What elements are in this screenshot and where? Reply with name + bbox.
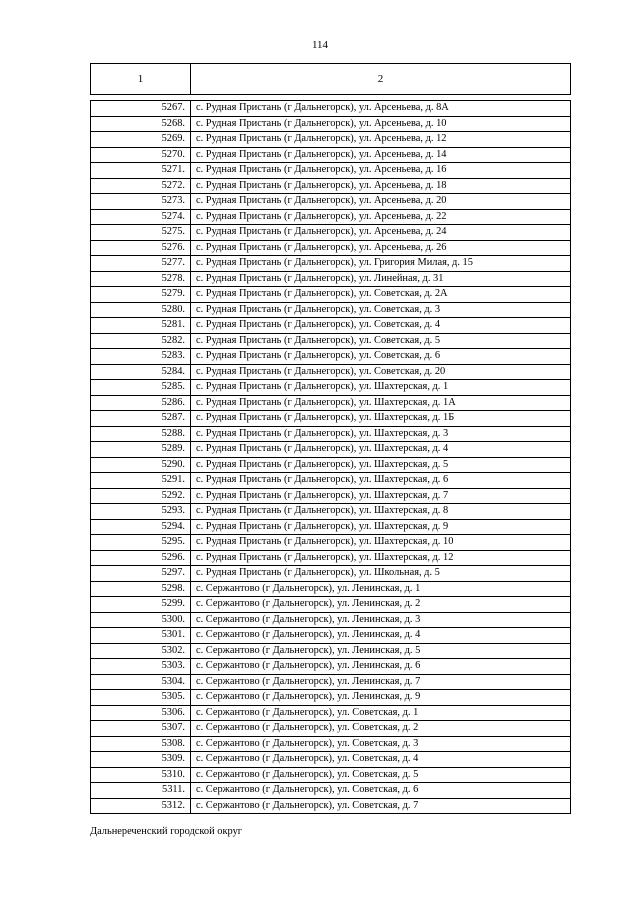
- row-number: 5275.: [91, 225, 191, 241]
- row-address: с. Рудная Пристань (г Дальнегорск), ул. Шахтерская, д. 6: [191, 473, 571, 489]
- row-number: 5300.: [91, 612, 191, 628]
- row-number: 5284.: [91, 364, 191, 380]
- row-address: с. Рудная Пристань (г Дальнегорск), ул. Школьная, д. 5: [191, 566, 571, 582]
- row-address: с. Рудная Пристань (г Дальнегорск), ул. Советская, д. 3: [191, 302, 571, 318]
- row-address: с. Сержантово (г Дальнегорск), ул. Советская, д. 6: [191, 783, 571, 799]
- table-row: [91, 318, 571, 334]
- row-address: с. Рудная Пристань (г Дальнегорск), ул. Шахтерская, д. 10: [191, 535, 571, 551]
- row-number: 5290.: [91, 457, 191, 473]
- row-address: с. Сержантово (г Дальнегорск), ул. Ленинская, д. 4: [191, 628, 571, 644]
- row-address: с. Рудная Пристань (г Дальнегорск), ул. Советская, д. 20: [191, 364, 571, 380]
- row-number: 5301.: [91, 628, 191, 644]
- table-row: [91, 457, 571, 473]
- row-number: 5270.: [91, 147, 191, 163]
- table-row: [91, 488, 571, 504]
- row-address: с. Рудная Пристань (г Дальнегорск), ул. Линейная, д. 31: [191, 271, 571, 287]
- row-number: 5277.: [91, 256, 191, 272]
- row-number: 5312.: [91, 798, 191, 814]
- row-address: с. Рудная Пристань (г Дальнегорск), ул. Советская, д. 2А: [191, 287, 571, 303]
- row-address: с. Рудная Пристань (г Дальнегорск), ул. Арсеньева, д. 12: [191, 132, 571, 148]
- table-row: [91, 736, 571, 752]
- table-row: [91, 147, 571, 163]
- row-number: 5274.: [91, 209, 191, 225]
- table-row: [91, 395, 571, 411]
- row-number: 5303.: [91, 659, 191, 675]
- row-address: с. Рудная Пристань (г Дальнегорск), ул. Шахтерская, д. 7: [191, 488, 571, 504]
- table-row: [91, 550, 571, 566]
- table-row: [91, 442, 571, 458]
- table-row: [91, 287, 571, 303]
- row-number: 5271.: [91, 163, 191, 179]
- table-row: [91, 581, 571, 597]
- table-row: [91, 597, 571, 613]
- row-number: 5307.: [91, 721, 191, 737]
- row-address: с. Рудная Пристань (г Дальнегорск), ул. Шахтерская, д. 1: [191, 380, 571, 396]
- row-address: с. Рудная Пристань (г Дальнегорск), ул. Арсеньева, д. 26: [191, 240, 571, 256]
- row-address: с. Рудная Пристань (г Дальнегорск), ул. Шахтерская, д. 5: [191, 457, 571, 473]
- row-number: 5272.: [91, 178, 191, 194]
- row-address: с. Рудная Пристань (г Дальнегорск), ул. Советская, д. 4: [191, 318, 571, 334]
- row-number: 5280.: [91, 302, 191, 318]
- row-number: 5287.: [91, 411, 191, 427]
- table-row: [91, 612, 571, 628]
- table-row: [91, 163, 571, 179]
- table-header: [90, 63, 571, 95]
- row-number: 5268.: [91, 116, 191, 132]
- table-row: [91, 256, 571, 272]
- row-address: с. Сержантово (г Дальнегорск), ул. Ленинская, д. 3: [191, 612, 571, 628]
- row-number: 5267.: [91, 101, 191, 117]
- table-row: [91, 504, 571, 520]
- row-number: 5289.: [91, 442, 191, 458]
- row-number: 5283.: [91, 349, 191, 365]
- row-number: 5291.: [91, 473, 191, 489]
- page-number: 114: [311, 39, 329, 51]
- row-address: с. Рудная Пристань (г Дальнегорск), ул. Арсеньева, д. 22: [191, 209, 571, 225]
- table-row: [91, 178, 571, 194]
- table-row: [91, 132, 571, 148]
- table-row: [91, 690, 571, 706]
- address-table-body: [91, 101, 571, 814]
- row-address: с. Рудная Пристань (г Дальнегорск), ул. Арсеньева, д. 24: [191, 225, 571, 241]
- row-address: с. Рудная Пристань (г Дальнегорск), ул. Шахтерская, д. 4: [191, 442, 571, 458]
- row-number: 5292.: [91, 488, 191, 504]
- section-heading: Дальнереченский городской округ: [90, 826, 243, 837]
- row-address: с. Рудная Пристань (г Дальнегорск), ул. Григория Милая, д. 15: [191, 256, 571, 272]
- row-number: 5294.: [91, 519, 191, 535]
- table-row: [91, 566, 571, 582]
- row-address: с. Сержантово (г Дальнегорск), ул. Советская, д. 3: [191, 736, 571, 752]
- row-address: с. Сержантово (г Дальнегорск), ул. Советская, д. 1: [191, 705, 571, 721]
- table-row: [91, 349, 571, 365]
- row-number: 5304.: [91, 674, 191, 690]
- row-number: 5279.: [91, 287, 191, 303]
- row-address: с. Сержантово (г Дальнегорск), ул. Советская, д. 2: [191, 721, 571, 737]
- row-number: 5309.: [91, 752, 191, 768]
- row-address: с. Рудная Пристань (г Дальнегорск), ул. Шахтерская, д. 8: [191, 504, 571, 520]
- table-row: [91, 101, 571, 117]
- table-row: [91, 116, 571, 132]
- table-row: [91, 209, 571, 225]
- table-row: [91, 333, 571, 349]
- table-row: [91, 194, 571, 210]
- row-number: 5305.: [91, 690, 191, 706]
- row-address: с. Сержантово (г Дальнегорск), ул. Ленинская, д. 1: [191, 581, 571, 597]
- row-address: с. Рудная Пристань (г Дальнегорск), ул. Арсеньева, д. 10: [191, 116, 571, 132]
- row-number: 5278.: [91, 271, 191, 287]
- row-number: 5276.: [91, 240, 191, 256]
- table-row: [91, 302, 571, 318]
- row-number: 5288.: [91, 426, 191, 442]
- row-address: с. Рудная Пристань (г Дальнегорск), ул. Шахтерская, д. 1Б: [191, 411, 571, 427]
- row-address: с. Рудная Пристань (г Дальнегорск), ул. Арсеньева, д. 14: [191, 147, 571, 163]
- row-address: с. Рудная Пристань (г Дальнегорск), ул. Арсеньева, д. 18: [191, 178, 571, 194]
- table-row: [91, 674, 571, 690]
- row-number: 5308.: [91, 736, 191, 752]
- row-address: с. Рудная Пристань (г Дальнегорск), ул. Арсеньева, д. 8А: [191, 101, 571, 117]
- table-row: [91, 411, 571, 427]
- row-number: 5296.: [91, 550, 191, 566]
- table-row: [91, 798, 571, 814]
- table-row: [91, 473, 571, 489]
- table-row: [91, 426, 571, 442]
- row-address: с. Сержантово (г Дальнегорск), ул. Советская, д. 4: [191, 752, 571, 768]
- row-number: 5306.: [91, 705, 191, 721]
- row-number: 5299.: [91, 597, 191, 613]
- row-number: 5281.: [91, 318, 191, 334]
- row-address: с. Рудная Пристань (г Дальнегорск), ул. Шахтерская, д. 9: [191, 519, 571, 535]
- table-row: [91, 535, 571, 551]
- row-number: 5302.: [91, 643, 191, 659]
- row-address: с. Сержантово (г Дальнегорск), ул. Ленинская, д. 2: [191, 597, 571, 613]
- row-number: 5297.: [91, 566, 191, 582]
- row-address: с. Сержантово (г Дальнегорск), ул. Ленинская, д. 5: [191, 643, 571, 659]
- row-address: с. Рудная Пристань (г Дальнегорск), ул. Советская, д. 5: [191, 333, 571, 349]
- table-row: [91, 752, 571, 768]
- table-row: [91, 271, 571, 287]
- header-row: [91, 64, 571, 95]
- row-address: с. Сержантово (г Дальнегорск), ул. Советская, д. 5: [191, 767, 571, 783]
- row-address: с. Рудная Пристань (г Дальнегорск), ул. Шахтерская, д. 1А: [191, 395, 571, 411]
- table-row: [91, 721, 571, 737]
- row-number: 5293.: [91, 504, 191, 520]
- row-address: с. Рудная Пристань (г Дальнегорск), ул. Советская, д. 6: [191, 349, 571, 365]
- row-number: 5310.: [91, 767, 191, 783]
- table-row: [91, 364, 571, 380]
- row-address: с. Рудная Пристань (г Дальнегорск), ул. Арсеньева, д. 16: [191, 163, 571, 179]
- row-address: с. Рудная Пристань (г Дальнегорск), ул. Шахтерская, д. 3: [191, 426, 571, 442]
- table-row: [91, 225, 571, 241]
- table-row: [91, 705, 571, 721]
- row-number: 5298.: [91, 581, 191, 597]
- row-number: 5273.: [91, 194, 191, 210]
- row-address: с. Сержантово (г Дальнегорск), ул. Ленинская, д. 7: [191, 674, 571, 690]
- column-header-1: 1: [91, 64, 191, 95]
- row-number: 5269.: [91, 132, 191, 148]
- row-number: 5285.: [91, 380, 191, 396]
- table-row: [91, 783, 571, 799]
- row-number: 5295.: [91, 535, 191, 551]
- row-number: 5311.: [91, 783, 191, 799]
- row-number: 5286.: [91, 395, 191, 411]
- table-row: [91, 519, 571, 535]
- row-address: с. Рудная Пристань (г Дальнегорск), ул. Шахтерская, д. 12: [191, 550, 571, 566]
- table-row: [91, 380, 571, 396]
- column-header-2: 2: [191, 64, 571, 95]
- address-table: [90, 100, 571, 814]
- table-row: [91, 628, 571, 644]
- table-row: [91, 240, 571, 256]
- row-address: с. Сержантово (г Дальнегорск), ул. Ленинская, д. 6: [191, 659, 571, 675]
- table-row: [91, 659, 571, 675]
- row-address: с. Рудная Пристань (г Дальнегорск), ул. Арсеньева, д. 20: [191, 194, 571, 210]
- row-number: 5282.: [91, 333, 191, 349]
- row-address: с. Сержантово (г Дальнегорск), ул. Советская, д. 7: [191, 798, 571, 814]
- row-address: с. Сержантово (г Дальнегорск), ул. Ленинская, д. 9: [191, 690, 571, 706]
- table-row: [91, 767, 571, 783]
- table-row: [91, 643, 571, 659]
